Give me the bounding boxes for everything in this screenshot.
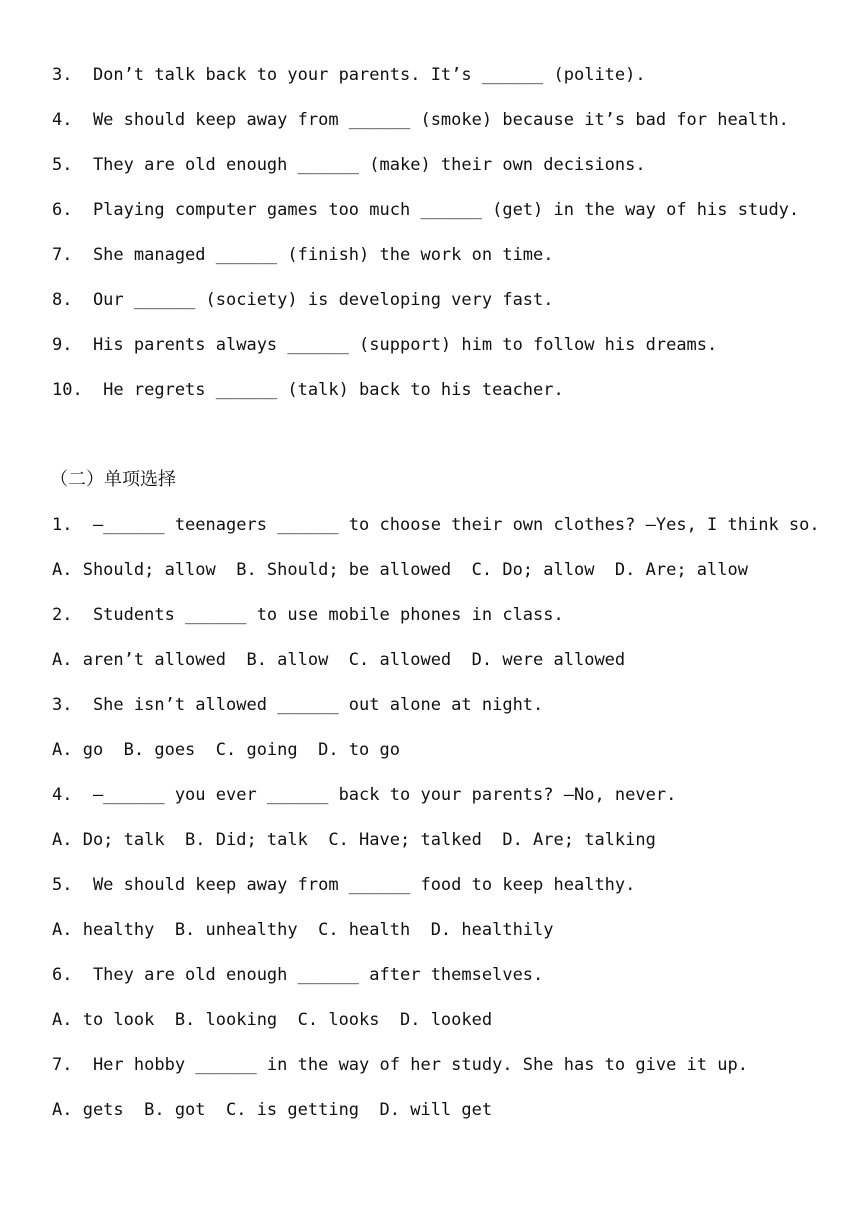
mcq-question-2: 2. Students ______ to use mobile phones in class. [52,605,564,625]
fill-blank-item-4: 4. We should keep away from ______ (smoke) because it’s bad for health. [52,110,789,130]
mcq-question-1: 1. —______ teenagers ______ to choose their own clothes? —Yes, I think so. [52,515,820,535]
mcq-options-3: A. go B. goes C. going D. to go [52,740,400,760]
fill-blank-item-8: 8. Our ______ (society) is developing very fast. [52,290,554,310]
fill-blank-item-6: 6. Playing computer games too much ______ (get) in the way of his study. [52,200,800,220]
fill-blank-item-9: 9. His parents always ______ (support) him to follow his dreams. [52,335,718,355]
mcq-options-1: A. Should; allow B. Should; be allowed C. Do; allow D. Are; allow [52,560,748,580]
fill-blank-item-10: 10. He regrets ______ (talk) back to his teacher. [52,380,564,400]
mcq-question-7: 7. Her hobby ______ in the way of her study. She has to give it up. [52,1055,748,1075]
mcq-question-6: 6. They are old enough ______ after themselves. [52,965,544,985]
fill-blank-item-3: 3. Don’t talk back to your parents. It’s ______ (polite). [52,65,646,85]
fill-blank-item-7: 7. She managed ______ (finish) the work on time. [52,245,554,265]
fill-blank-item-5: 5. They are old enough ______ (make) their own decisions. [52,155,646,175]
mcq-options-6: A. to look B. looking C. looks D. looked [52,1010,493,1030]
mcq-question-3: 3. She isn’t allowed ______ out alone at night. [52,695,544,715]
mcq-options-4: A. Do; talk B. Did; talk C. Have; talked D. Are; talking [52,830,656,850]
section-title-multiple-choice: （二）单项选择 [50,469,176,490]
mcq-options-5: A. healthy B. unhealthy C. health D. healthily [52,920,554,940]
mcq-question-4: 4. —______ you ever ______ back to your parents? —No, never. [52,785,677,805]
mcq-question-5: 5. We should keep away from ______ food to keep healthy. [52,875,636,895]
mcq-options-2: A. aren’t allowed B. allow C. allowed D. were allowed [52,650,626,670]
mcq-options-7: A. gets B. got C. is getting D. will get [52,1100,493,1120]
